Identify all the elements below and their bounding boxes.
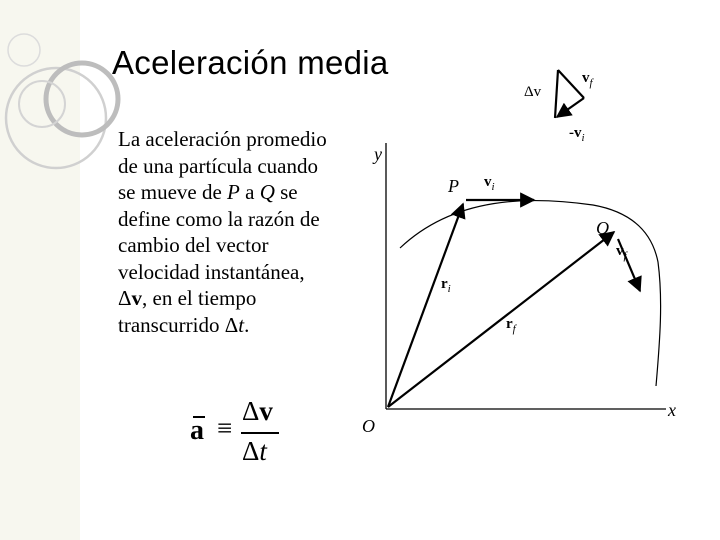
x-axis-label: x	[668, 400, 676, 420]
vf-label: $v_f$	[616, 243, 627, 262]
origin-label: O	[362, 416, 375, 436]
paragraph-line: a	[239, 180, 260, 204]
ri-label: $r_i$	[441, 276, 451, 295]
point-P-label: P	[448, 176, 459, 196]
paragraph-line: velocidad instantánea,	[118, 259, 305, 284]
formula-a: a	[190, 415, 204, 446]
y-axis-label: y	[374, 144, 382, 164]
trajectory-curve	[400, 200, 661, 386]
paragraph-line: se mueve de	[118, 180, 228, 204]
formula-den-delta: Δ	[242, 436, 260, 466]
paragraph-var-v: v	[131, 286, 143, 310]
triangle-neg-vi-side	[555, 70, 558, 118]
paragraph-line: de una partícula cuando	[118, 153, 318, 178]
paragraph-line: , en el tiempo	[142, 286, 257, 310]
vi-label: $v_i$	[484, 174, 495, 193]
paragraph-line: cambio del vector	[118, 233, 269, 257]
paragraph-line: transcurrido Δ	[118, 312, 239, 337]
paragraph-delta: Δ	[118, 286, 132, 310]
formula-num-delta: Δ	[242, 396, 260, 426]
triangle-vf-label: $v_f$	[582, 70, 593, 89]
triangle-delta-v-arrow	[557, 98, 584, 117]
paragraph-var-P: P	[227, 180, 240, 204]
paragraph-line: .	[244, 312, 250, 337]
position-vector-rf	[388, 232, 614, 407]
triangle-neg-vi-label: $-v_i$	[569, 125, 585, 144]
position-vector-ri	[388, 204, 463, 407]
paragraph-line: define como la razón de	[118, 206, 320, 231]
paragraph-line: La aceleración promedio	[118, 127, 327, 151]
paragraph-line: se	[274, 180, 298, 204]
formula-den-t: t	[259, 436, 267, 466]
rf-label: $r_f$	[506, 316, 516, 335]
triangle-delta-v-label: Δv	[524, 84, 542, 100]
slide-title: Aceleración media	[112, 44, 389, 81]
paragraph-var-Q: Q	[259, 180, 275, 204]
point-Q-label: Q	[596, 218, 609, 238]
triangle-vf-side	[558, 70, 584, 98]
formula-num-v: v	[259, 396, 273, 426]
paragraph-var-t: t	[238, 312, 245, 337]
formula-equiv: ≡	[217, 413, 233, 443]
